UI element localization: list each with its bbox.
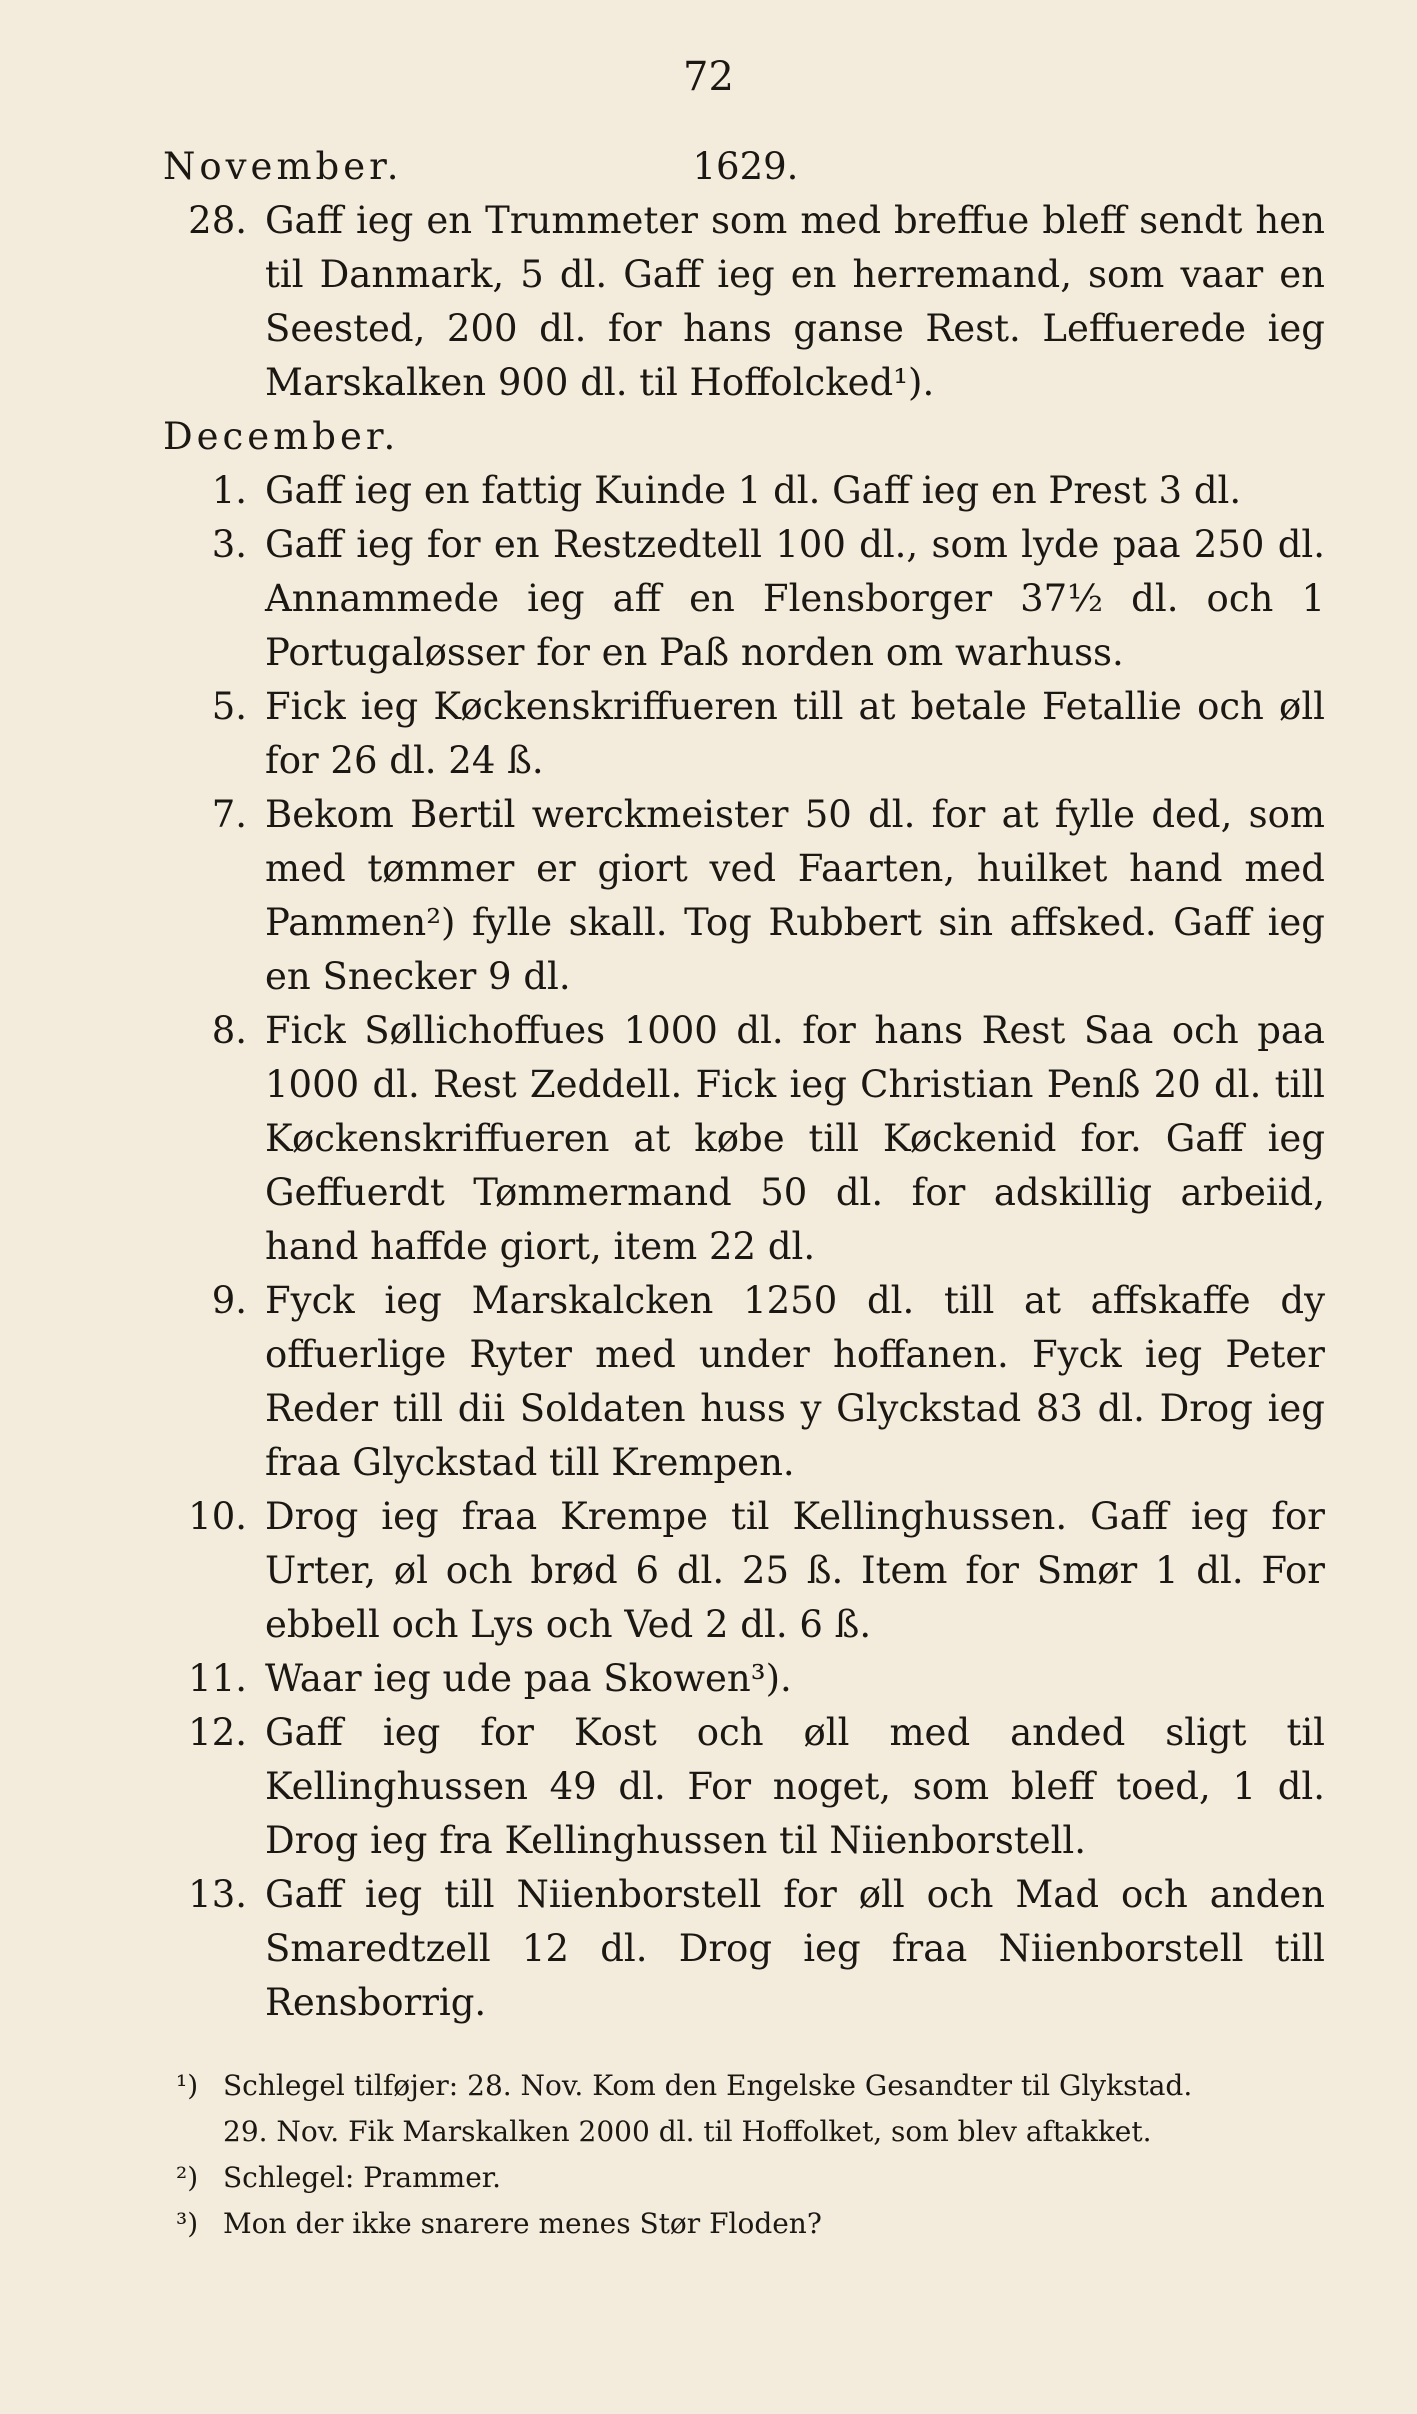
entry-date: 5.: [211, 685, 247, 728]
month-label-december: December.: [163, 415, 400, 458]
diary-entry: [163, 680, 1325, 788]
entry-text: Gaff ieg en Trummeter som med breffue bleff sendt hen til Danmark, 5 dl. Gaff ieg en herremand, som vaar en Seested, 200 dl. for hans ganse Rest. Leffuerede ieg Marskalken 900 dl. til Hoffolcked¹).: [265, 199, 1325, 404]
footnotes: [176, 2063, 1326, 2247]
footnote: [176, 2201, 1326, 2247]
entry-date: 11.: [188, 1657, 247, 1700]
entry-text: Waar ieg ude paa Skowen³).: [265, 1657, 792, 1700]
year-label: 1629.: [692, 145, 799, 188]
entry-text: Gaff ieg for Kost och øll med anded sligt til Kellinghussen 49 dl. For noget, som bleff toed, 1 dl. Drog ieg fra Kellinghussen til Niienborstell.: [265, 1711, 1325, 1862]
footnote-text: 29. Nov. Fik Marskalken 2000 dl. til Hoffolket, som blev aftakket.: [223, 2115, 1152, 2148]
page-number: 72: [683, 54, 734, 100]
footnote-continuation: [176, 2109, 1326, 2155]
diary-entry: [163, 464, 1325, 518]
diary-entry: [163, 1706, 1325, 1868]
entry-text: Drog ieg fraa Krempe til Kellinghussen. Gaff ieg for Urter, øl och brød 6 dl. 25 ß. Item for Smør 1 dl. For ebbell och Lys och Ved 2 dl. 6 ß.: [265, 1495, 1325, 1646]
entry-text: Fyck ieg Marskalcken 1250 dl. till at affskaffe dy offuerlige Ryter med under hoffanen. Fyck ieg Peter Reder till dii Soldaten huss y Glyckstad 83 dl. Drog ieg fraa Glyckstad till Krempen.: [265, 1279, 1325, 1484]
footnote-text: Mon der ikke snarere menes Stør Floden?: [223, 2207, 822, 2240]
entry-date: 3.: [211, 523, 247, 566]
entry-text: Bekom Bertil werckmeister 50 dl. for at fylle ded, som med tømmer er giort ved Faarten, huilket hand med Pammen²) fylle skall. Tog Rubbert sin affsked. Gaff ieg en Snecker 9 dl.: [265, 793, 1325, 998]
entry-date: 9.: [211, 1279, 247, 1322]
diary-entry: [163, 788, 1325, 1004]
footnote: [176, 2063, 1326, 2109]
diary-entry: [163, 1274, 1325, 1490]
entry-text: Fick Søllichoffues 1000 dl. for hans Rest Saa och paa 1000 dl. Rest Zeddell. Fick ieg Christian Penß 20 dl. till Køckenskriffueren at købe till Køckenid for. Gaff ieg Geffuerdt Tømmermand 50 dl. for adskillig arbeiid, hand haffde giort, item 22 dl.: [265, 1009, 1325, 1268]
month-header: [163, 140, 1325, 194]
diary-body: [163, 140, 1325, 2030]
diary-entry: [163, 1490, 1325, 1652]
diary-entry: [163, 1868, 1325, 2030]
diary-entry: [163, 1652, 1325, 1706]
footnote-mark: ³): [176, 2207, 199, 2240]
entry-text: Fick ieg Køckenskriffueren till at betale Fetallie och øll for 26 dl. 24 ß.: [265, 685, 1325, 782]
entry-text: Gaff ieg for en Restzedtell 100 dl., som lyde paa 250 dl. Annammede ieg aff en Flensborger 37½ dl. och 1 Portugaløsser for en Paß norden om warhuss.: [265, 523, 1325, 674]
entry-date: 12.: [188, 1711, 247, 1754]
footnote-mark: ¹): [176, 2069, 199, 2102]
footnote-text: Schlegel tilføjer: 28. Nov. Kom den Engelske Gesandter til Glykstad.: [223, 2069, 1193, 2102]
diary-entry: [163, 194, 1325, 410]
footnote-mark: ²): [176, 2161, 199, 2194]
entry-text: Gaff ieg till Niienborstell for øll och Mad och anden Smaredtzell 12 dl. Drog ieg fraa Niienborstell till Rensborrig.: [265, 1873, 1325, 2024]
entry-date: 8.: [211, 1009, 247, 1052]
footnote-text: Schlegel: Prammer.: [223, 2161, 502, 2194]
diary-entry: [163, 518, 1325, 680]
month-label-november: November.: [163, 145, 403, 188]
entry-date: 1.: [211, 469, 247, 512]
entry-date: 7.: [211, 793, 247, 836]
entry-date: 10.: [188, 1495, 247, 1538]
entry-date: 28.: [188, 199, 247, 242]
diary-entry: [163, 1004, 1325, 1274]
entry-text: Gaff ieg en fattig Kuinde 1 dl. Gaff ieg en Prest 3 dl.: [265, 469, 1242, 512]
footnote: [176, 2155, 1326, 2201]
entry-date: 13.: [188, 1873, 247, 1916]
